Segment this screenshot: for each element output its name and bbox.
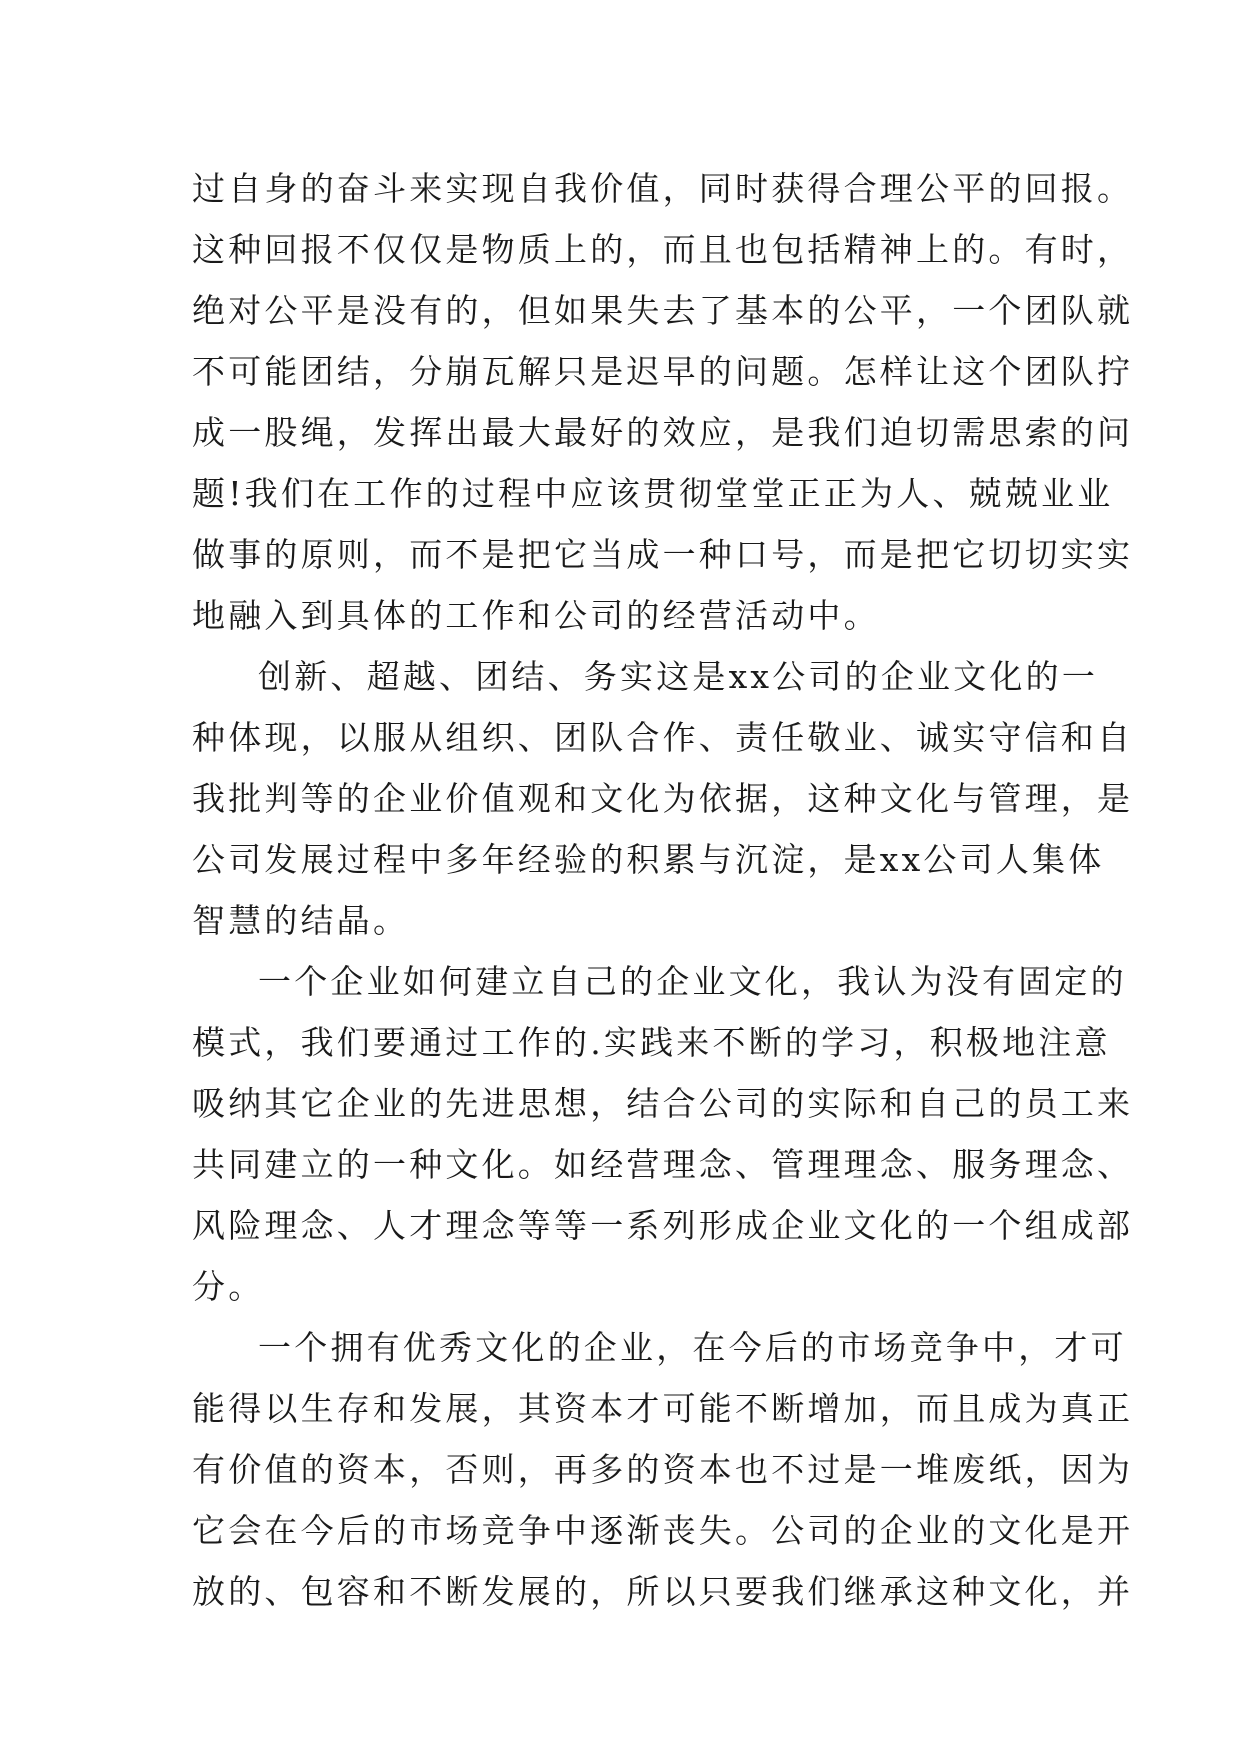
paragraph-first-line: 一个拥有优秀文化的企业，在今后的市场竞争中，才可 (258, 1328, 1127, 1367)
text-line: 成一股绳，发挥出最大最好的效应，是我们迫切需思索的问 (192, 413, 1134, 452)
text-line: 种体现，以服从组织、团队合作、责任敬业、诚实守信和自 (192, 718, 1134, 757)
text-line: 这种回报不仅仅是物质上的，而且也包括精神上的。有时， (192, 230, 1134, 269)
text-line: 模式，我们要通过工作的.实践来不断的学习，积极地注意 (192, 1023, 1111, 1062)
paragraph-first-line: 创新、超越、团结、务实这是xx公司的企业文化的一 (258, 657, 1099, 696)
text-line: 共同建立的一种文化。如经营理念、管理理念、服务理念、 (192, 1145, 1134, 1184)
paragraph-first-line: 一个企业如何建立自己的企业文化，我认为没有固定的 (258, 962, 1127, 1001)
text-line: 公司发展过程中多年经验的积累与沉淀，是xx公司人集体 (192, 840, 1105, 879)
text-line: 有价值的资本，否则，再多的资本也不过是一堆废纸，因为 (192, 1450, 1134, 1489)
text-line: 能得以生存和发展，其资本才可能不断增加，而且成为真正 (192, 1389, 1134, 1428)
text-line: 它会在今后的市场竞争中逐渐丧失。公司的企业的文化是开 (192, 1511, 1134, 1550)
text-line: 放的、包容和不断发展的，所以只要我们继承这种文化，并 (192, 1572, 1134, 1611)
text-line: 过自身的奋斗来实现自我价值，同时获得合理公平的回报。 (192, 169, 1134, 208)
text-line: 地融入到具体的工作和公司的经营活动中。 (192, 596, 880, 635)
text-line: 风险理念、人才理念等等一系列形成企业文化的一个组成部 (192, 1206, 1134, 1245)
text-line: 绝对公平是没有的，但如果失去了基本的公平，一个团队就 (192, 291, 1134, 330)
text-line: 不可能团结，分崩瓦解只是迟早的问题。怎样让这个团队拧 (192, 352, 1134, 391)
text-line: 题!我们在工作的过程中应该贯彻堂堂正正为人、兢兢业业 (192, 474, 1114, 513)
text-line: 我批判等的企业价值观和文化为依据，这种文化与管理，是 (192, 779, 1134, 818)
text-line: 分。 (192, 1267, 265, 1306)
text-line: 吸纳其它企业的先进思想，结合公司的实际和自己的员工来 (192, 1084, 1134, 1123)
document-body (192, 158, 1134, 1622)
text-line: 智慧的结晶。 (192, 901, 410, 940)
text-line: 做事的原则，而不是把它当成一种口号，而是把它切切实实 (192, 535, 1134, 574)
